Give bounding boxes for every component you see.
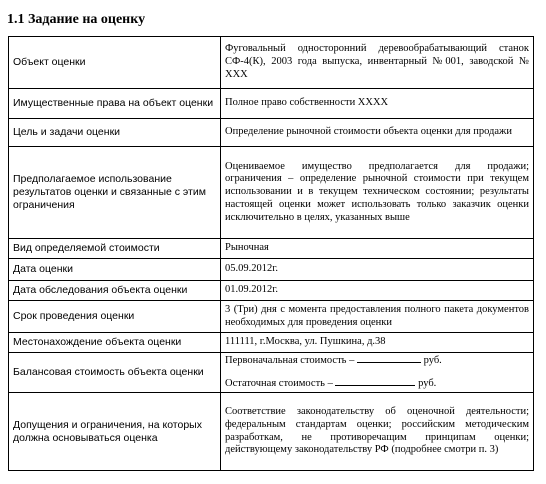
- residual-cost-line: [225, 378, 529, 391]
- row-value: [221, 353, 534, 393]
- row-value: Соответствие законодательству об оценочной деятельности; федеральным стандартам оценки; российским методическим разработкам, не противоречащим принципам оценки; действующему законодательству РФ (подробнее смотри п. 3): [221, 393, 534, 471]
- initial-cost-blank: [357, 361, 421, 363]
- row-value: 05.09.2012г.: [221, 259, 534, 281]
- row-value: Фуговальный односторонний деревообрабатывающий станок СФ-4(К), 2003 года выпуска, инвентарный №001, заводской № ХХХ: [221, 37, 534, 89]
- row-label: Предполагаемое использование результатов оценки и связанные с этим ограничения: [9, 147, 221, 239]
- table-row: [9, 393, 534, 471]
- row-label: Балансовая стоимость объекта оценки: [9, 353, 221, 393]
- table-row: [9, 301, 534, 333]
- row-label: Местонахождение объекта оценки: [9, 333, 221, 353]
- table-row: [9, 333, 534, 353]
- table-row: [9, 147, 534, 239]
- table-row: [9, 239, 534, 259]
- row-label: Срок проведения оценки: [9, 301, 221, 333]
- table-row: [9, 89, 534, 119]
- residual-cost-label: Остаточная стоимость –: [225, 377, 333, 389]
- row-label: Допущения и ограничения, на которых должна основываться оценка: [9, 393, 221, 471]
- row-value: 01.09.2012г.: [221, 281, 534, 301]
- table-row: [9, 281, 534, 301]
- row-label: Цель и задачи оценки: [9, 119, 221, 147]
- row-label: Вид определяемой стоимости: [9, 239, 221, 259]
- row-label: Объект оценки: [9, 37, 221, 89]
- residual-cost-blank: [335, 384, 415, 386]
- row-label: Дата обследования объекта оценки: [9, 281, 221, 301]
- row-value: Оцениваемое имущество предполагается для продажи; ограничения – определение рыночной стоимости при текущем использовании и в текущем техническом состоянии; результаты настоящей оценки может использовать только заказчик оценки исключительно в целях, указанных выше: [221, 147, 534, 239]
- table-row: [9, 353, 534, 393]
- row-value: 111111, г.Москва, ул. Пушкина, д.38: [221, 333, 534, 353]
- row-value: Определение рыночной стоимости объекта оценки для продажи: [221, 119, 534, 147]
- residual-cost-currency: руб.: [418, 377, 437, 389]
- row-value: Рыночная: [221, 239, 534, 259]
- row-value: Полное право собственности ХХХХ: [221, 89, 534, 119]
- assessment-task-table: [8, 36, 534, 471]
- table-row: [9, 37, 534, 89]
- section-heading: 1.1 Задание на оценку: [7, 12, 146, 27]
- initial-cost-currency: руб.: [423, 354, 442, 366]
- row-value: 3 (Три) дня с момента предоставления полного пакета документов необходимых для проведения оценки: [221, 301, 534, 333]
- table-row: [9, 119, 534, 147]
- initial-cost-line: [225, 355, 529, 368]
- table-row: [9, 259, 534, 281]
- row-label: Дата оценки: [9, 259, 221, 281]
- row-label: Имущественные права на объект оценки: [9, 89, 221, 119]
- initial-cost-label: Первоначальная стоимость –: [225, 354, 355, 366]
